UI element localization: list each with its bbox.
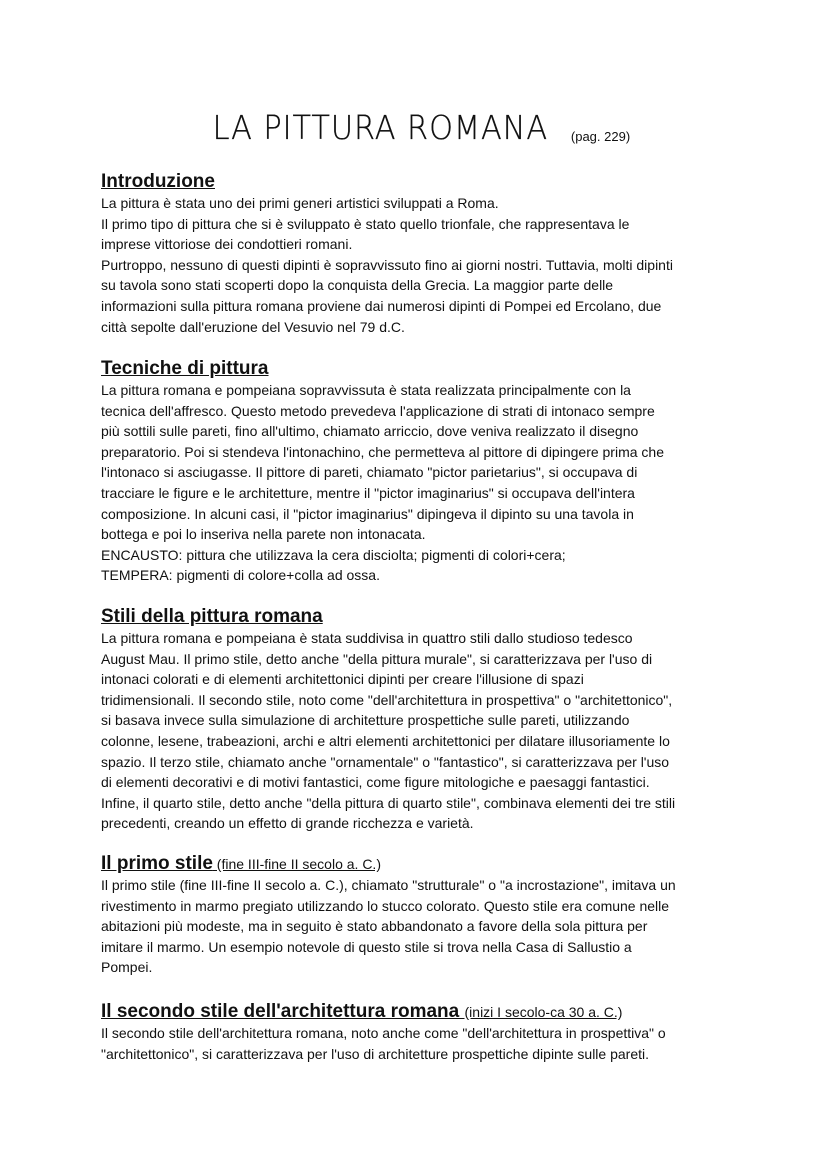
paragraph-line: La pittura romana e pompeiana sopravvissuta è stata realizzata principalmente con la bbox=[101, 382, 631, 398]
paragraph-line: composizione. In alcuni casi, il "pictor imaginarius" dipingeva il dipinto su una tavola in bbox=[101, 505, 634, 522]
paragraph-line: informazioni sulla pittura romana proviene dai numerosi dipinti di Pompei ed Ercolano, due bbox=[101, 297, 662, 314]
paragraph-line: Purtroppo, nessuno di questi dipinti è sopravvissuto fino ai giorni nostri. Tuttavia, molti dipinti bbox=[101, 256, 673, 273]
document-title-block bbox=[0, 108, 828, 147]
paragraph-line: Pompei. bbox=[101, 959, 153, 976]
section-il-primo-stile bbox=[101, 853, 741, 978]
paragraph-line: città sepolte dall'eruzione del Vesuvio nel 79 d.C. bbox=[101, 318, 405, 335]
paragraph-line: l'intonaco si asciugasse. Il pittore di pareti, chiamato "pictor parietarius", si occupava di bbox=[101, 464, 638, 481]
section-heading bbox=[101, 853, 741, 875]
paragraph-line: rivestimento in marmo pregiato utilizzando lo stucco colorato. Questo stile era comune nelle bbox=[101, 897, 670, 914]
paragraph-line: si basava invece sulla simulazione di architetture prospettiche sulle pareti, utilizzando bbox=[101, 712, 630, 729]
section-heading bbox=[101, 171, 741, 193]
section-heading bbox=[101, 606, 741, 628]
heading-text: Il secondo stile dell'architettura romana bbox=[101, 1001, 465, 1022]
paragraph-line: "architettonico", si caratterizzava per l'uso di architetture prospettiche dipinte sulle pareti. bbox=[101, 1045, 649, 1062]
paragraph-line: tracciare le figure e le architetture, mentre il "pictor imaginarius" si occupava dell'intera bbox=[101, 484, 635, 501]
section-heading bbox=[101, 1001, 741, 1023]
paragraph-line: tridimensionali. Il secondo stile, noto come "dell'architettura in prospettiva" o "architettonico", bbox=[101, 691, 673, 708]
paragraph-line: di elementi decorativi e di motivi fantastici, come figure mitologiche e paesaggi fantastici. bbox=[101, 774, 650, 791]
section-il-secondo-stile bbox=[101, 1001, 741, 1064]
paragraph-line: più sottili sulle pareti, fino all'ultimo, chiamato arriccio, dove veniva realizzato il disegno bbox=[101, 423, 639, 440]
heading-text: Stili della pittura romana bbox=[101, 606, 323, 627]
paragraph-line: La pittura è stata uno dei primi generi artistici sviluppati a Roma. bbox=[101, 195, 499, 211]
paragraph-line: tecnica dell'affresco. Questo metodo prevedeva l'applicazione di strati di intonaco sempre bbox=[101, 402, 655, 419]
heading-text: Il primo stile bbox=[101, 853, 213, 874]
section-introduzione bbox=[101, 171, 741, 337]
paragraph-line: spazio. Il terzo stile, chiamato anche "ornamentale" o "fantastico", si caratterizzava per l'uso bbox=[101, 753, 670, 770]
paragraph-line: ENCAUSTO: pittura che utilizzava la cera disciolta; pigmenti di colori+cera; bbox=[101, 546, 566, 563]
heading-date-range: (inizi I secolo-ca 30 a. C.) bbox=[464, 1004, 623, 1020]
section-stili-della-pittura-romana bbox=[101, 606, 741, 834]
paragraph-line: bottega e poi lo inseriva nella parete non intonacata. bbox=[101, 526, 426, 543]
section-tecniche-di-pittura bbox=[101, 358, 741, 586]
paragraph-line: intonaci colorati e di elementi architettonici dipinti per creare l'illusione di spazi bbox=[101, 671, 584, 688]
paragraph-line: La pittura romana e pompeiana è stata suddivisa in quattro stili dallo studioso tedesco bbox=[101, 630, 633, 646]
paragraph-line: Infine, il quarto stile, detto anche "della pittura di quarto stile", combinava elementi dei tre stili bbox=[101, 794, 676, 811]
page-reference: (pag. 229) bbox=[570, 129, 631, 144]
heading-date-range: (fine III-fine II secolo a. C.) bbox=[212, 856, 381, 872]
heading-text: Introduzione bbox=[101, 171, 215, 192]
paragraph-line: precedenti, creando un effetto di grande ricchezza e varietà. bbox=[101, 815, 474, 832]
paragraph-line: Il secondo stile dell'architettura romana, noto anche come "dell'architettura in prospettiva" o bbox=[101, 1025, 666, 1041]
paragraph-line: TEMPERA: pigmenti di colore+colla ad ossa. bbox=[101, 567, 380, 584]
paragraph-line: preparatorio. Poi si stendeva l'intonachino, che permetteva al pittore di dipingere prima che bbox=[101, 443, 664, 460]
paragraph-line: August Mau. Il primo stile, detto anche "della pittura murale", si caratterizzava per l'uso di bbox=[101, 650, 653, 667]
paragraph-line: colonne, lesene, trabeazioni, archi e altri elementi architettonici per dilatare illusoriamente lo bbox=[101, 732, 670, 749]
paragraph-line: su tavola sono stati scoperti dopo la conquista della Grecia. La maggior parte delle bbox=[101, 277, 614, 294]
paragraph-line: Il primo stile (fine III-fine II secolo a. C.), chiamato "strutturale" o "a incrostazione", imitava un bbox=[101, 877, 676, 893]
section-heading bbox=[101, 358, 741, 380]
paragraph-line: abitazioni più modeste, ma in seguito è stato abbandonato a favore della sola pittura per bbox=[101, 918, 648, 935]
paragraph-line: imitare il marmo. Un esempio notevole di questo stile si trova nella Casa di Sallustio a bbox=[101, 938, 632, 955]
heading-text: Tecniche di pittura bbox=[101, 358, 269, 379]
paragraph-line: Il primo tipo di pittura che si è sviluppato è stato quello trionfale, che rappresentava le bbox=[101, 215, 630, 232]
document-title: LA PITTURA ROMANA bbox=[212, 108, 548, 147]
paragraph-line: imprese vittoriose dei condottieri romani. bbox=[101, 236, 353, 253]
